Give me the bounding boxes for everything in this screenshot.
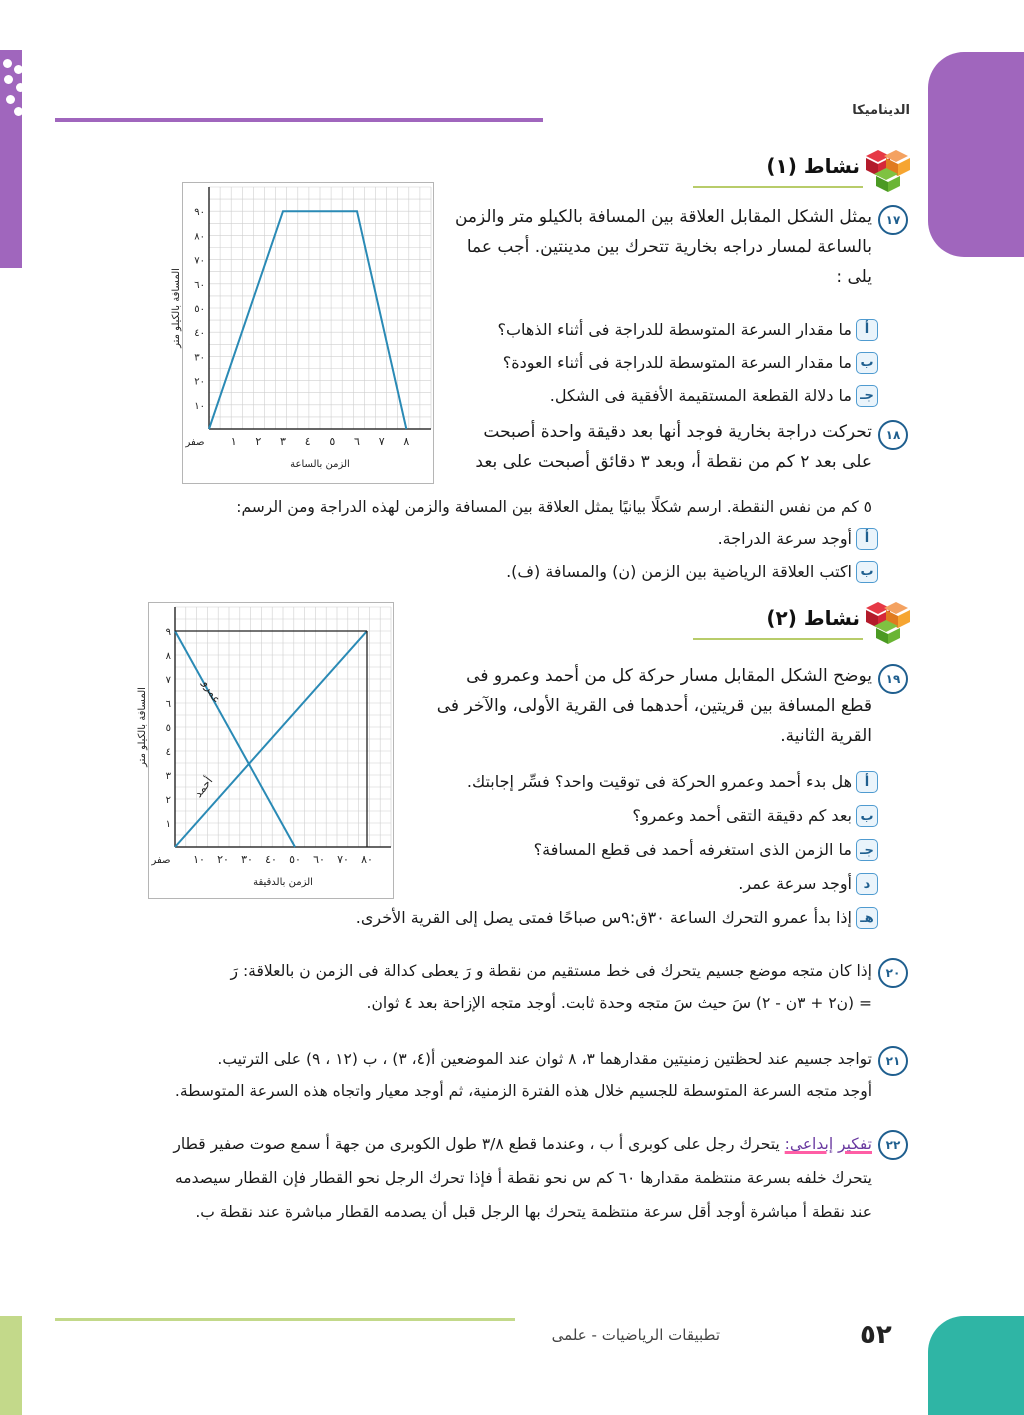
creative-thinking-label: تفكير إبداعى: (784, 1135, 872, 1153)
letter-badge: ب (856, 561, 878, 583)
y-tick-label: ٣٠ (194, 352, 205, 364)
question-19-text (420, 661, 872, 751)
q17-items (440, 313, 878, 412)
item-text: إذا بدأ عمرو التحرك الساعة ٣٠ق:٩س صباحًا فمتى يصل إلى القرية الأخرى. (355, 908, 852, 927)
q19-items (300, 765, 878, 935)
question-22-text (130, 1127, 872, 1229)
question-22-number: ٢٢ (878, 1130, 908, 1160)
x-tick-label: ٦ (354, 435, 360, 448)
y-tick-label: ١ (165, 819, 171, 830)
question-18-number: ١٨ (878, 420, 908, 450)
y-tick-label: ٩ (165, 627, 171, 638)
letter-badge: أ (856, 771, 878, 793)
letter-badge: هـ (856, 907, 878, 929)
q17-line: يلى : (836, 267, 872, 287)
letter-badge: ب (856, 352, 878, 374)
q20-line: إذا كان متجه موضع جسيم يتحرك فى خط مستقيم من نقطة و رَ يعطى كدالة فى الزمن ن بالعلاقة: رَ (230, 962, 872, 980)
q19-line: يوضح الشكل المقابل مسار حركة كل من أحمد وعمرو فى (466, 666, 872, 686)
y-tick-label: ٥٠ (194, 304, 205, 315)
y-tick-label: ٩٠ (194, 207, 205, 219)
x-tick-label: ٣ (280, 435, 286, 448)
q19-item-d (300, 867, 878, 901)
letter-badge: جـ (856, 839, 878, 861)
y-tick-label: ٤ (165, 747, 171, 758)
cubes-icon (866, 600, 918, 644)
activity-2-underline (693, 638, 863, 640)
question-21-number: ٢١ (878, 1046, 908, 1076)
y-tick-label: ٥ (165, 723, 171, 734)
x-tick-label: ٥٠ (289, 853, 301, 866)
q19-line: القرية الثانية. (780, 726, 872, 746)
y-tick-label: ٢ (165, 795, 171, 806)
q17-item-a (440, 313, 878, 346)
series-label: عمرو (199, 677, 224, 706)
question-20-number: ٢٠ (878, 958, 908, 988)
origin-label: صفر (151, 855, 171, 866)
header-rule (55, 118, 543, 122)
q18-line-3: ٥ كم من نفس النقطة. ارسم شكلًا بيانيًا يمثل العلاقة بين المسافة والزمن لهذه الدراجة ومن الرسم: (236, 498, 872, 516)
letter-badge: أ (856, 528, 878, 550)
y-axis-label: المسافة بالكيلو متر (171, 268, 182, 348)
footer-right-tab (928, 1316, 1024, 1415)
item-text: ما مقدار السرعة المتوسطة للدراجة فى أثناء الذهاب؟ (497, 319, 852, 339)
q18-line: على بعد ٢ كم من نقطة أ، وبعد ٣ دقائق أصبحت على بعد (475, 452, 872, 472)
q19-line: قطع المسافة بين قريتين، أحدهما فى القرية الأولى، والآخر فى (436, 696, 872, 716)
y-tick-label: ٧٠ (194, 255, 205, 267)
q19-item-a (300, 765, 878, 799)
item-text: أوجد سرعة الدراجة. (717, 528, 852, 548)
y-tick-label: ٤٠ (194, 328, 205, 340)
cubes-icon (866, 148, 918, 192)
y-tick-label: ١٠ (194, 400, 205, 412)
x-tick-label: ٧٠ (337, 853, 349, 866)
footer-rule (55, 1318, 515, 1321)
letter-badge: جـ (856, 385, 878, 407)
x-tick-label: ٦٠ (313, 853, 325, 866)
q18-item-b (380, 555, 878, 588)
q19-item-b (300, 799, 878, 833)
x-tick-label: ٢٠ (217, 853, 229, 866)
activity-2-title: نشاط (٢) (766, 606, 860, 630)
graph-1 (171, 182, 434, 484)
item-text: أوجد سرعة عمر. (738, 874, 852, 893)
page-number: ٥٢ (860, 1320, 892, 1350)
chapter-title: الديناميكا (852, 103, 910, 118)
question-17-number: ١٧ (878, 205, 908, 235)
q22-line: يتحرك خلفه بسرعة منتظمة مقدارها ٦٠ كم س نحو نقطة أ فإذا تحرك الرجل نحو القطار فإن القطار سيصدمه (175, 1169, 872, 1187)
q18-line: تحركت دراجة بخارية فوجد أنها بعد دقيقة واحدة أصبحت (483, 422, 872, 442)
item-text: ما مقدار السرعة المتوسطة للدراجة فى أثناء العودة؟ (502, 352, 852, 372)
q17-line: بالساعة لمسار دراجه بخارية تتحرك بين مدينتين. أجب عما (466, 237, 872, 257)
y-tick-label: ٣ (165, 771, 171, 782)
activity-1-underline (693, 186, 863, 188)
q22-first-line (130, 1127, 872, 1161)
x-tick-label: ٣٠ (241, 853, 253, 866)
x-tick-label: ٢ (255, 435, 262, 448)
q20-line: = (ن٢ + ٣ن - ٢) سَ حيث سَ متجه وحدة ثابت. أوجد متجه الإزاحة بعد ٤ ثوان. (366, 994, 872, 1012)
letter-badge: ب (856, 805, 878, 827)
q18-item-a (380, 522, 878, 555)
graph-1-svg (171, 183, 433, 483)
right-purple-tab (928, 52, 1024, 257)
question-20-text (130, 955, 872, 1019)
y-tick-label: ٦ (165, 699, 171, 710)
x-tick-label: ٨٠ (361, 853, 373, 866)
y-axis-label: المسافة بالكيلو متر (137, 687, 148, 767)
series-label: أحمد (191, 774, 216, 800)
q17-item-c (440, 379, 878, 412)
x-tick-label: ٥ (329, 435, 336, 448)
activity-2-header (693, 600, 918, 642)
x-tick-label: ٧ (378, 435, 385, 448)
x-tick-label: ١٠ (193, 853, 205, 866)
x-tick-label: ٨ (403, 435, 410, 448)
item-text: هل بدء أحمد وعمرو الحركة فى توقيت واحد؟ فسِّر إجابتك. (466, 772, 852, 791)
activity-1-header (693, 148, 918, 190)
y-tick-label: ٢٠ (194, 376, 205, 388)
y-tick-label: ٧ (165, 675, 171, 686)
q17-line: يمثل الشكل المقابل العلاقة بين المسافة بالكيلو متر والزمن (454, 207, 872, 227)
letter-badge: د (856, 873, 878, 895)
question-18-text (440, 417, 872, 477)
q17-item-b (440, 346, 878, 379)
footer-left-tab (0, 1316, 22, 1415)
x-tick-label: ١ (230, 435, 237, 448)
q22-line: عند نقطة أ مباشرة أوجد أقل سرعة منتظمة يتحرك بها الرجل قبل أن يصدمه القطار مباشرة عند نقطة ب. (195, 1203, 872, 1221)
y-tick-label: ٦٠ (194, 279, 205, 291)
origin-label: صفر (185, 437, 205, 448)
letter-badge: أ (856, 319, 878, 341)
y-tick-label: ٨ (165, 651, 171, 662)
dot-pattern (0, 55, 30, 135)
q22-line: يتحرك رجل على كوبرى أ ب ، وعندما قطع ٣/٨ طول الكوبرى من جهة أ سمع صوت صفير قطار (173, 1135, 780, 1153)
book-title: تطبيقات الرياضيات - علمى (551, 1326, 720, 1344)
x-axis-label: الزمن بالساعة (290, 459, 350, 470)
q18-items (380, 522, 878, 588)
q19-item-c (300, 833, 878, 867)
q21-line: أوجد متجه السرعة المتوسطة للجسيم خلال هذه الفترة الزمنية، ثم أوجد معيار واتجاه هذه السرعة المتوسطة. (174, 1082, 872, 1100)
question-17-text (440, 202, 872, 292)
x-axis-label: الزمن بالدقيقة (253, 877, 313, 888)
question-19-number: ١٩ (878, 664, 908, 694)
item-text: ما الزمن الذى استغرفه أحمد فى قطع المسافة؟ (533, 840, 852, 859)
item-text: ما دلالة القطعة المستقيمة الأفقية فى الشكل. (549, 385, 852, 405)
activity-1-title: نشاط (١) (766, 154, 860, 178)
q19-item-e (300, 901, 878, 935)
x-tick-label: ٤ (304, 435, 311, 448)
item-text: اكتب العلاقة الرياضية بين الزمن (ن) والمسافة (ف). (506, 561, 852, 581)
y-tick-label: ٨٠ (194, 231, 205, 243)
question-21-text (130, 1043, 872, 1107)
x-tick-label: ٤٠ (265, 853, 277, 866)
item-text: بعد كم دقيقة التقى أحمد وعمرو؟ (632, 806, 852, 825)
q21-line: تواجد جسيم عند لحظتين زمنيتين مقدارهما ٣، ٨ ثوان عند الموضعين أ(٤، ٣) ، ب (١٢ ، ٩) على الترتيب. (217, 1050, 872, 1068)
